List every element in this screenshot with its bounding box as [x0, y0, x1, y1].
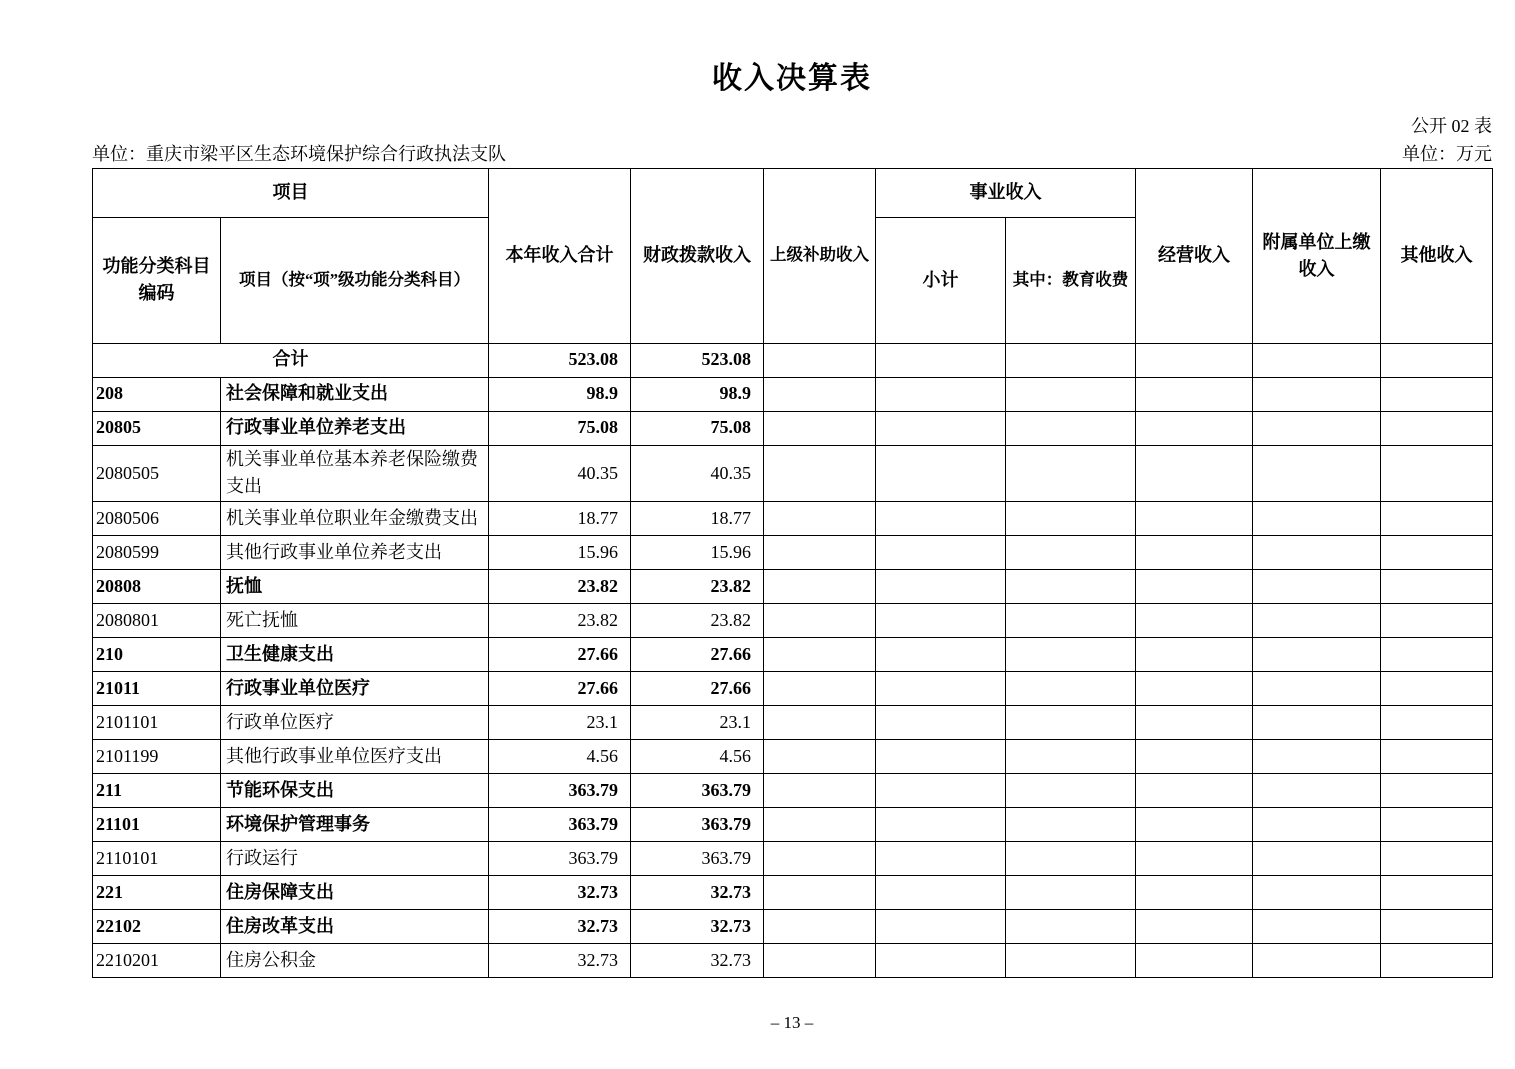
row-other-income: [1381, 774, 1493, 808]
row-education-fee: [1006, 944, 1136, 978]
row-annual-total: 15.96: [489, 536, 631, 570]
row-education-fee: [1006, 910, 1136, 944]
page-title: 收入决算表: [712, 62, 872, 95]
row-business-subtotal: [876, 706, 1006, 740]
row-operating-income: [1136, 502, 1253, 536]
row-operating-income: [1136, 740, 1253, 774]
row-annual-total: 75.08: [489, 411, 631, 445]
header-function-code: 功能分类科目编码: [93, 217, 221, 343]
header-other-income: 其他收入: [1381, 168, 1493, 343]
row-business-subtotal: [876, 570, 1006, 604]
row-fiscal-allocation: 18.77: [631, 502, 764, 536]
row-fiscal-allocation: 363.79: [631, 808, 764, 842]
row-fiscal-allocation: 363.79: [631, 774, 764, 808]
row-other-income: [1381, 445, 1493, 502]
row-affiliated-remittance: [1253, 445, 1381, 502]
row-education-fee: [1006, 502, 1136, 536]
row-superior-subsidy: [764, 740, 876, 774]
data-row: [93, 944, 1493, 978]
row-other-income: [1381, 536, 1493, 570]
row-superior-subsidy: [764, 570, 876, 604]
row-superior-subsidy: [764, 377, 876, 411]
row-superior-subsidy: [764, 445, 876, 502]
row-superior-subsidy: [764, 876, 876, 910]
data-row: [93, 445, 1493, 502]
row-operating-income: [1136, 944, 1253, 978]
row-code: 211: [93, 774, 221, 808]
row-affiliated-remittance: [1253, 706, 1381, 740]
data-row: [93, 672, 1493, 706]
row-business-subtotal: [876, 638, 1006, 672]
page-number: – 13 –: [770, 1013, 814, 1033]
data-row: [93, 502, 1493, 536]
row-operating-income: [1136, 377, 1253, 411]
row-code: 20805: [93, 411, 221, 445]
row-annual-total: 363.79: [489, 774, 631, 808]
header-annual-total: 本年收入合计: [489, 168, 631, 343]
row-other-income: [1381, 740, 1493, 774]
row-business-subtotal: [876, 343, 1006, 377]
header-row-1: [93, 168, 1493, 217]
row-annual-total: 18.77: [489, 502, 631, 536]
row-annual-total: 32.73: [489, 944, 631, 978]
row-affiliated-remittance: [1253, 944, 1381, 978]
header-business-income-group: 事业收入: [876, 168, 1136, 217]
row-education-fee: [1006, 343, 1136, 377]
row-superior-subsidy: [764, 842, 876, 876]
data-row: [93, 604, 1493, 638]
row-operating-income: [1136, 706, 1253, 740]
row-education-fee: [1006, 672, 1136, 706]
data-row: [93, 411, 1493, 445]
row-superior-subsidy: [764, 536, 876, 570]
row-other-income: [1381, 672, 1493, 706]
row-annual-total: 4.56: [489, 740, 631, 774]
row-code: 2080506: [93, 502, 221, 536]
row-other-income: [1381, 502, 1493, 536]
row-education-fee: [1006, 445, 1136, 502]
row-business-subtotal: [876, 536, 1006, 570]
row-annual-total: 98.9: [489, 377, 631, 411]
row-fiscal-allocation: 23.82: [631, 604, 764, 638]
table-header: [93, 168, 1493, 343]
row-affiliated-remittance: [1253, 910, 1381, 944]
row-operating-income: [1136, 604, 1253, 638]
header-superior-subsidy: 上级补助收入: [764, 168, 876, 343]
row-business-subtotal: [876, 910, 1006, 944]
row-other-income: [1381, 910, 1493, 944]
row-item: 住房公积金: [221, 944, 489, 978]
row-other-income: [1381, 944, 1493, 978]
row-operating-income: [1136, 343, 1253, 377]
row-other-income: [1381, 343, 1493, 377]
row-operating-income: [1136, 910, 1253, 944]
row-fiscal-allocation: 27.66: [631, 672, 764, 706]
data-row: [93, 740, 1493, 774]
header-fiscal-allocation: 财政拨款收入: [631, 168, 764, 343]
row-item: 行政事业单位养老支出: [221, 411, 489, 445]
row-other-income: [1381, 808, 1493, 842]
row-code: 2101199: [93, 740, 221, 774]
data-row: [93, 570, 1493, 604]
row-education-fee: [1006, 706, 1136, 740]
row-superior-subsidy: [764, 706, 876, 740]
row-item: 住房改革支出: [221, 910, 489, 944]
row-education-fee: [1006, 638, 1136, 672]
row-code: 2080801: [93, 604, 221, 638]
row-business-subtotal: [876, 604, 1006, 638]
row-superior-subsidy: [764, 638, 876, 672]
data-row: [93, 808, 1493, 842]
row-annual-total: 23.1: [489, 706, 631, 740]
row-item: 其他行政事业单位医疗支出: [221, 740, 489, 774]
row-superior-subsidy: [764, 944, 876, 978]
header-subtotal: 小计: [876, 217, 1006, 343]
data-row: [93, 910, 1493, 944]
row-item: 住房保障支出: [221, 876, 489, 910]
header-operating-income: 经营收入: [1136, 168, 1253, 343]
row-superior-subsidy: [764, 502, 876, 536]
row-annual-total: 32.73: [489, 910, 631, 944]
row-affiliated-remittance: [1253, 842, 1381, 876]
row-affiliated-remittance: [1253, 638, 1381, 672]
row-superior-subsidy: [764, 808, 876, 842]
row-item: 抚恤: [221, 570, 489, 604]
row-code: 2080599: [93, 536, 221, 570]
row-business-subtotal: [876, 502, 1006, 536]
data-row: [93, 842, 1493, 876]
row-affiliated-remittance: [1253, 570, 1381, 604]
row-item: 其他行政事业单位养老支出: [221, 536, 489, 570]
row-education-fee: [1006, 740, 1136, 774]
row-code: 221: [93, 876, 221, 910]
row-code: 21101: [93, 808, 221, 842]
row-code: 2080505: [93, 445, 221, 502]
row-business-subtotal: [876, 672, 1006, 706]
row-affiliated-remittance: [1253, 343, 1381, 377]
row-other-income: [1381, 411, 1493, 445]
row-affiliated-remittance: [1253, 502, 1381, 536]
row-other-income: [1381, 842, 1493, 876]
meta-row: [92, 142, 1492, 166]
row-fiscal-allocation: 523.08: [631, 343, 764, 377]
header-education-fee: 其中：教育收费: [1006, 217, 1136, 343]
row-annual-total: 363.79: [489, 842, 631, 876]
row-item: 节能环保支出: [221, 774, 489, 808]
row-item: 卫生健康支出: [221, 638, 489, 672]
data-row: [93, 377, 1493, 411]
row-fiscal-allocation: 98.9: [631, 377, 764, 411]
row-operating-income: [1136, 876, 1253, 910]
public-table-code-label: 公开 02 表: [1411, 116, 1492, 136]
unit-of-measure-label: 单位：万元: [1402, 144, 1492, 165]
row-superior-subsidy: [764, 411, 876, 445]
row-other-income: [1381, 638, 1493, 672]
table-body: [93, 343, 1493, 978]
header-project-group: 项目: [93, 168, 489, 217]
data-row: [93, 774, 1493, 808]
row-item: 行政单位医疗: [221, 706, 489, 740]
row-superior-subsidy: [764, 672, 876, 706]
header-item-by-level: 项目（按“项”级功能分类科目）: [221, 217, 489, 343]
row-annual-total: 32.73: [489, 876, 631, 910]
row-superior-subsidy: [764, 343, 876, 377]
row-operating-income: [1136, 672, 1253, 706]
row-fiscal-allocation: 23.1: [631, 706, 764, 740]
row-annual-total: 27.66: [489, 638, 631, 672]
row-item: 行政事业单位医疗: [221, 672, 489, 706]
row-business-subtotal: [876, 774, 1006, 808]
document-content: [92, 0, 1492, 1034]
row-code: 21011: [93, 672, 221, 706]
row-fiscal-allocation: 75.08: [631, 411, 764, 445]
row-business-subtotal: [876, 876, 1006, 910]
row-operating-income: [1136, 774, 1253, 808]
data-row: [93, 706, 1493, 740]
row-affiliated-remittance: [1253, 411, 1381, 445]
row-business-subtotal: [876, 842, 1006, 876]
row-item: 死亡抚恤: [221, 604, 489, 638]
row-code: 210: [93, 638, 221, 672]
revenue-final-accounts-table: [92, 168, 1493, 979]
row-code: 208: [93, 377, 221, 411]
row-fiscal-allocation: 23.82: [631, 570, 764, 604]
total-row: [93, 343, 1493, 377]
row-operating-income: [1136, 570, 1253, 604]
row-affiliated-remittance: [1253, 536, 1381, 570]
row-affiliated-remittance: [1253, 740, 1381, 774]
row-fiscal-allocation: 4.56: [631, 740, 764, 774]
data-row: [93, 536, 1493, 570]
row-code: 2110101: [93, 842, 221, 876]
row-code: 2210201: [93, 944, 221, 978]
row-operating-income: [1136, 842, 1253, 876]
row-other-income: [1381, 604, 1493, 638]
row-affiliated-remittance: [1253, 774, 1381, 808]
row-operating-income: [1136, 536, 1253, 570]
row-annual-total: 523.08: [489, 343, 631, 377]
row-annual-total: 40.35: [489, 445, 631, 502]
row-education-fee: [1006, 808, 1136, 842]
row-fiscal-allocation: 27.66: [631, 638, 764, 672]
row-superior-subsidy: [764, 910, 876, 944]
row-education-fee: [1006, 536, 1136, 570]
row-business-subtotal: [876, 808, 1006, 842]
row-affiliated-remittance: [1253, 377, 1381, 411]
row-fiscal-allocation: 363.79: [631, 842, 764, 876]
row-label: 合计: [93, 343, 489, 377]
row-annual-total: 27.66: [489, 672, 631, 706]
row-affiliated-remittance: [1253, 604, 1381, 638]
row-other-income: [1381, 570, 1493, 604]
row-item: 环境保护管理事务: [221, 808, 489, 842]
row-superior-subsidy: [764, 774, 876, 808]
row-item: 机关事业单位基本养老保险缴费支出: [221, 445, 489, 502]
row-other-income: [1381, 876, 1493, 910]
row-item: 机关事业单位职业年金缴费支出: [221, 502, 489, 536]
row-code: 22102: [93, 910, 221, 944]
row-education-fee: [1006, 876, 1136, 910]
row-education-fee: [1006, 570, 1136, 604]
data-row: [93, 876, 1493, 910]
row-annual-total: 363.79: [489, 808, 631, 842]
row-business-subtotal: [876, 445, 1006, 502]
row-operating-income: [1136, 411, 1253, 445]
row-affiliated-remittance: [1253, 876, 1381, 910]
row-code: 2101101: [93, 706, 221, 740]
row-operating-income: [1136, 808, 1253, 842]
row-education-fee: [1006, 604, 1136, 638]
row-business-subtotal: [876, 944, 1006, 978]
row-fiscal-allocation: 32.73: [631, 944, 764, 978]
header-affiliated-remittance: 附属单位上缴收入: [1253, 168, 1381, 343]
row-fiscal-allocation: 32.73: [631, 910, 764, 944]
row-code: 20808: [93, 570, 221, 604]
data-row: [93, 638, 1493, 672]
row-education-fee: [1006, 377, 1136, 411]
row-item: 社会保障和就业支出: [221, 377, 489, 411]
row-affiliated-remittance: [1253, 672, 1381, 706]
row-fiscal-allocation: 32.73: [631, 876, 764, 910]
row-annual-total: 23.82: [489, 604, 631, 638]
row-education-fee: [1006, 774, 1136, 808]
row-business-subtotal: [876, 377, 1006, 411]
row-fiscal-allocation: 40.35: [631, 445, 764, 502]
row-operating-income: [1136, 638, 1253, 672]
row-operating-income: [1136, 445, 1253, 502]
row-fiscal-allocation: 15.96: [631, 536, 764, 570]
row-other-income: [1381, 377, 1493, 411]
row-superior-subsidy: [764, 604, 876, 638]
unit-name-label: 单位：重庆市梁平区生态环境保护综合行政执法支队: [92, 144, 506, 165]
row-annual-total: 23.82: [489, 570, 631, 604]
row-education-fee: [1006, 411, 1136, 445]
row-other-income: [1381, 706, 1493, 740]
row-affiliated-remittance: [1253, 808, 1381, 842]
row-business-subtotal: [876, 411, 1006, 445]
row-item: 行政运行: [221, 842, 489, 876]
row-education-fee: [1006, 842, 1136, 876]
row-business-subtotal: [876, 740, 1006, 774]
